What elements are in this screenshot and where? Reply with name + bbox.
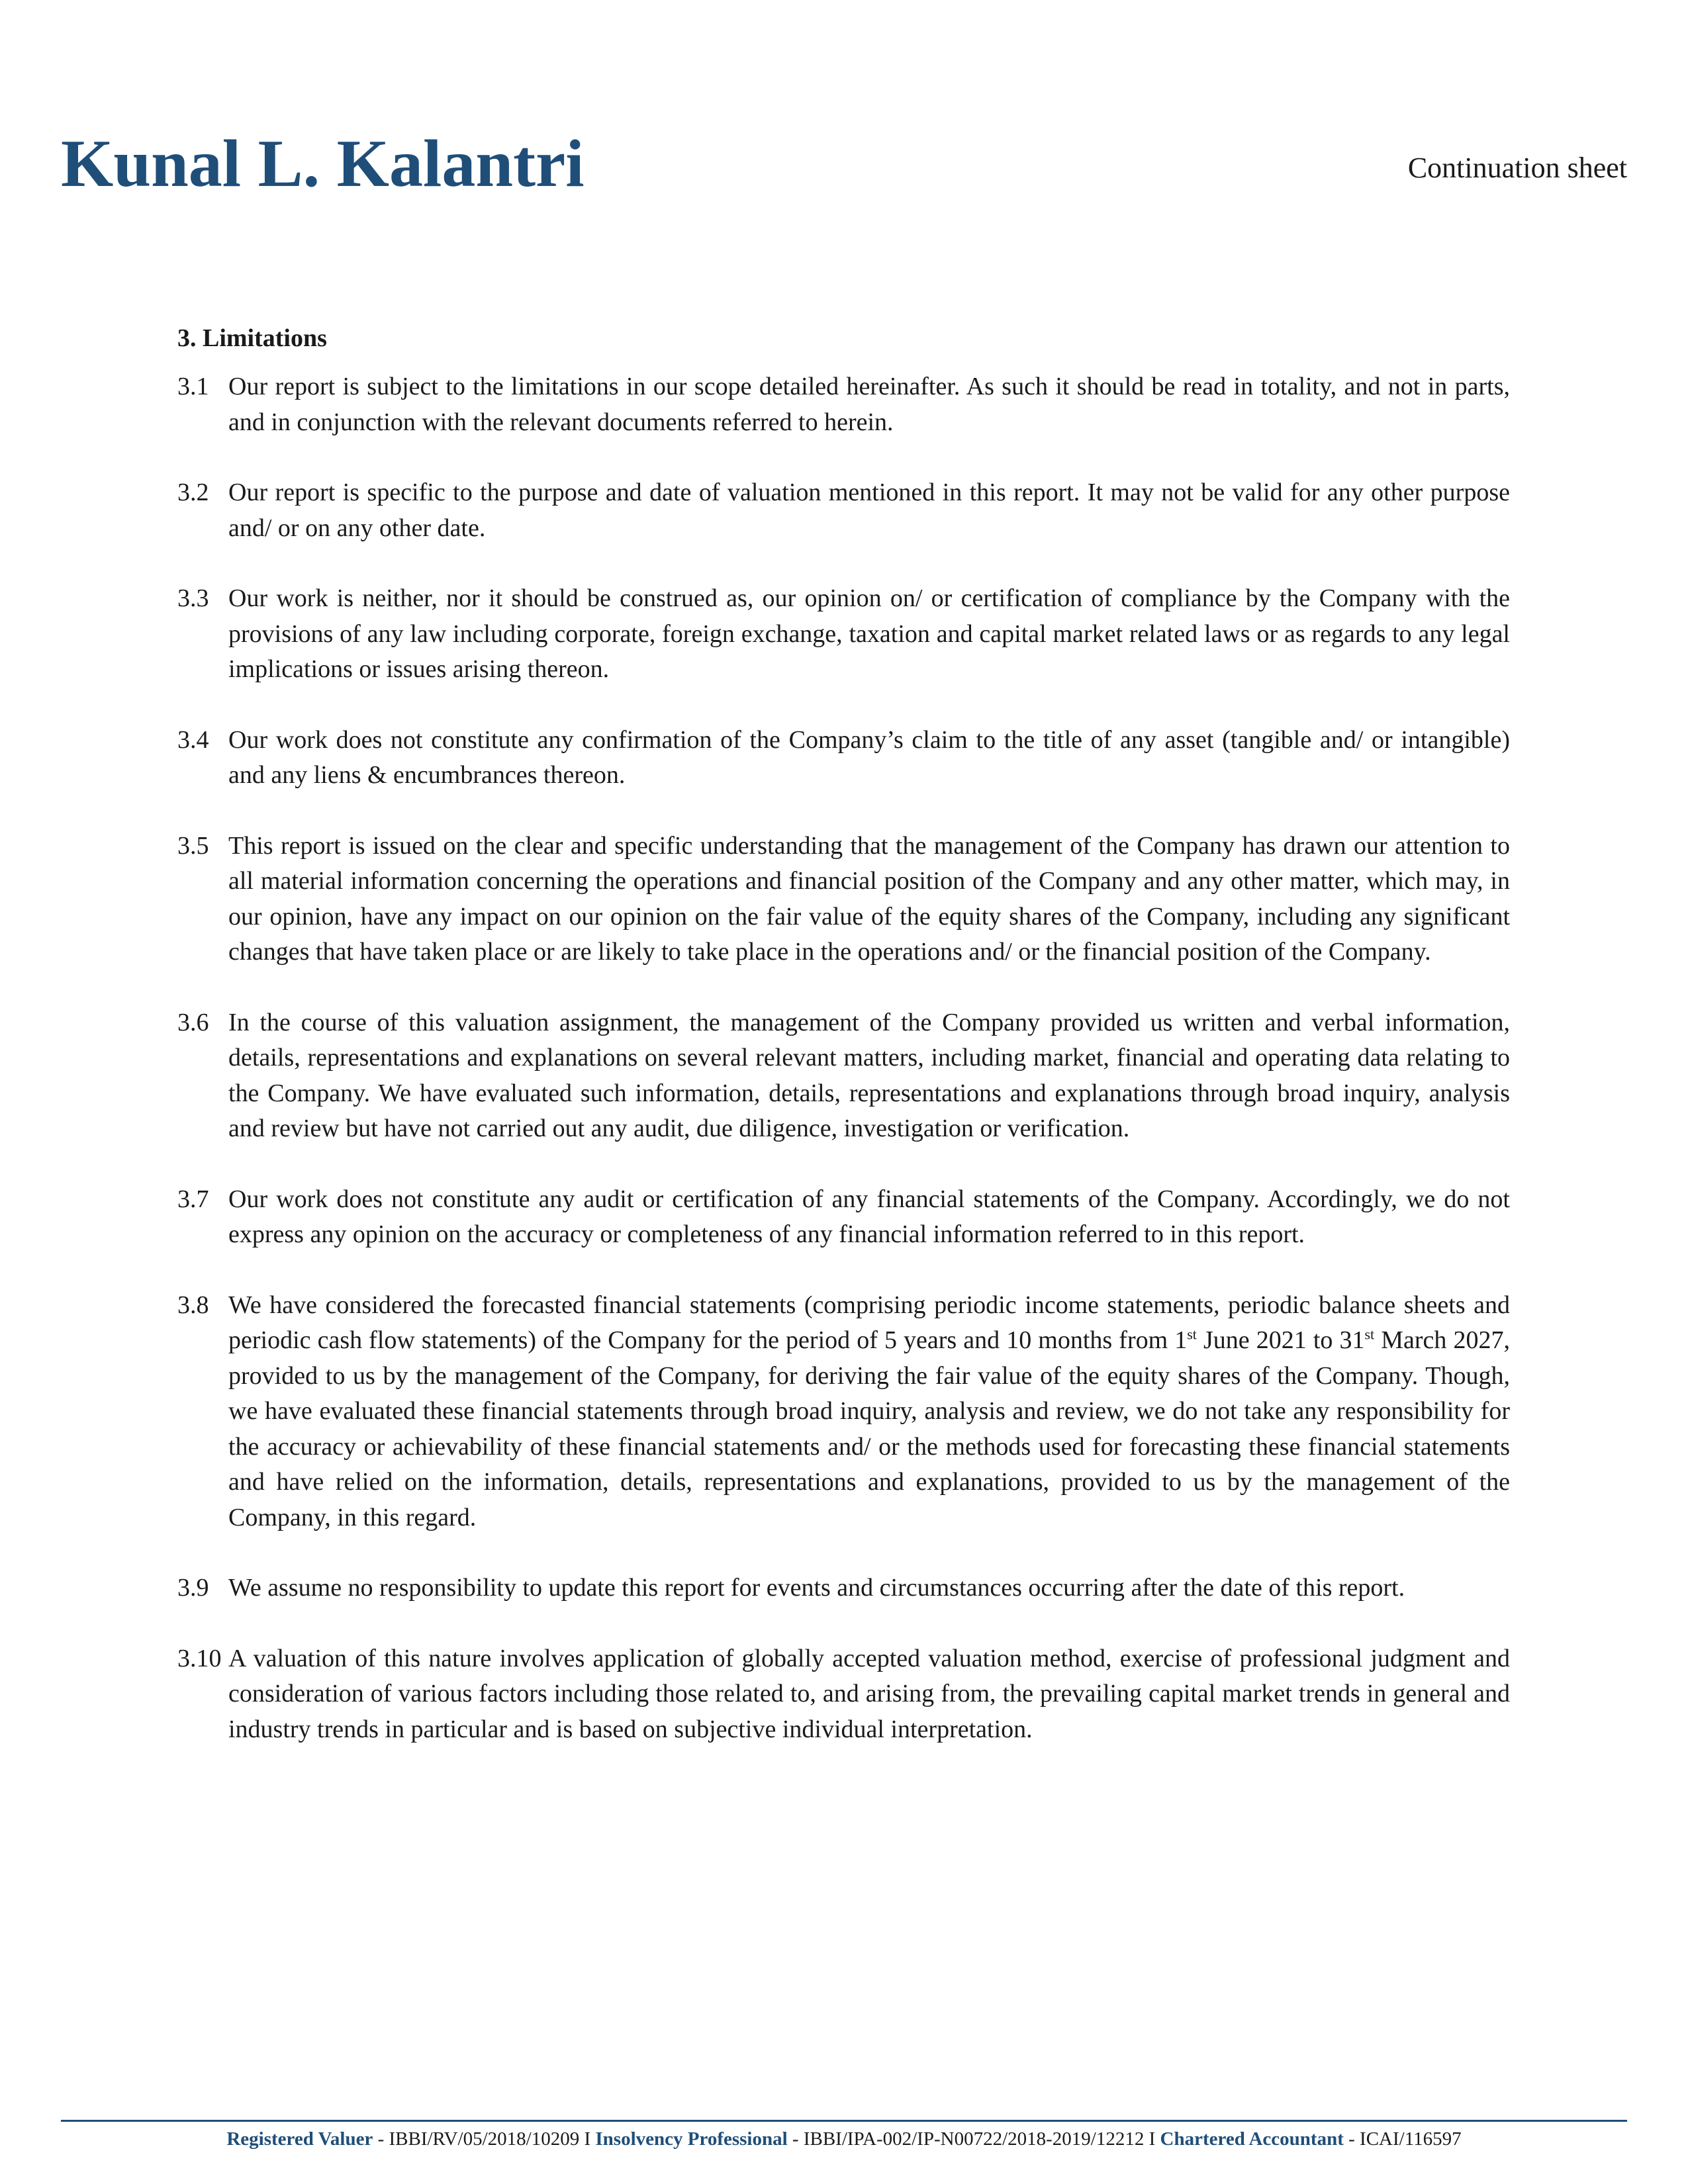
letterhead-name: Kunal L. Kalantri <box>61 126 585 201</box>
footer-separator: - <box>373 2128 389 2150</box>
clause-text: We assume no responsibility to update this report for events and circumstances occurring after the date of this report. <box>228 1574 1405 1602</box>
clause-text: Our work does not constitute any audit or certification of any financial statements of the Company. Accordingly, we do not express any opinion on the accuracy or completeness of any financial information referred to in this report. <box>228 1185 1510 1248</box>
clause-3-7 <box>177 1182 1510 1253</box>
clause-text <box>228 1288 1510 1536</box>
footer-separator: - <box>1343 2128 1360 2150</box>
clause-number: 3.5 <box>177 831 209 860</box>
clause-number: 3.7 <box>177 1185 209 1213</box>
clause-3-4 <box>177 723 1510 794</box>
footer-bar: I <box>579 2128 596 2150</box>
clause-3-6 <box>177 1005 1510 1147</box>
clause-number: 3.8 <box>177 1291 209 1319</box>
clause-3-3 <box>177 581 1510 688</box>
clause-3-9 <box>177 1570 1510 1606</box>
footer-bar: I <box>1144 2128 1160 2150</box>
clause-number: 3.4 <box>177 725 209 754</box>
clause-number: 3.10 <box>177 1644 222 1672</box>
clause-3-10 <box>177 1641 1510 1748</box>
ordinal-suffix: st <box>1364 1326 1375 1343</box>
clause-3-2 <box>177 475 1510 546</box>
footer-separator: - <box>787 2128 804 2150</box>
footer-registration-ip: IBBI/IPA-002/IP-N00722/2018-2019/12212 <box>803 2128 1145 2150</box>
clause-text-part: March 2027, provided to us by the management of the Company, for deriving the fair value of the equity shares of the Company. Though, we have evaluated these financial statements through broad inquiry, analysis and review, we do not take any responsibility for the accuracy or achievability of these financial statements and/ or the methods used for forecasting these financial statements and have relied on the information, details, representations and explanations, provided to us by the management of the Company, in this regard. <box>228 1326 1510 1531</box>
footer-credentials <box>61 2126 1627 2152</box>
footer-role-insolvency-professional: Insolvency Professional <box>595 2128 788 2150</box>
clause-3-1 <box>177 369 1510 440</box>
clause-text-part: We have considered the forecasted financial statements (comprising periodic income statements, periodic balance sheets and periodic cash flow statements) of the Company for the period of 5 years and 10 months from 1 <box>228 1291 1510 1354</box>
clause-3-8 <box>177 1288 1510 1536</box>
clause-number: 3.6 <box>177 1008 209 1036</box>
clause-text: A valuation of this nature involves application of globally accepted valuation method, exercise of professional judgment and consideration of various factors including those related to, and arising from, the prevailing capital market trends in general and industry trends in particular and is based on subjective individual interpretation. <box>228 1644 1510 1743</box>
clause-text: Our work does not constitute any confirmation of the Company’s claim to the title of any asset (tangible and/ or intangible) and any liens & encumbrances thereon. <box>228 725 1510 789</box>
clause-text: Our report is specific to the purpose and date of valuation mentioned in this report. It may not be valid for any other purpose and/ or on any other date. <box>228 478 1510 542</box>
footer-registration-rv: IBBI/RV/05/2018/10209 <box>389 2128 580 2150</box>
footer-registration-icai: ICAI/116597 <box>1360 2128 1462 2150</box>
clause-number: 3.3 <box>177 584 209 612</box>
ordinal-suffix: st <box>1187 1326 1197 1343</box>
clause-3-5 <box>177 829 1510 970</box>
clause-number: 3.9 <box>177 1574 209 1602</box>
section-heading: 3. Limitations <box>177 324 327 352</box>
continuation-sheet-label: Continuation sheet <box>1407 152 1627 184</box>
footer-role-chartered-accountant: Chartered Accountant <box>1160 2128 1344 2150</box>
clause-text: Our report is subject to the limitations in our scope detailed hereinafter. As such it should be read in totality, and not in parts, and in conjunction with the relevant documents referred to herein. <box>228 373 1510 436</box>
clause-text: Our work is neither, nor it should be construed as, our opinion on/ or certification of compliance by the Company with the provisions of any law including corporate, foreign exchange, taxation and capital market related laws or as regards to any legal implications or issues arising thereon. <box>228 584 1510 683</box>
clause-text: This report is issued on the clear and specific understanding that the management of the Company has drawn our attention to all material information concerning the operations and financial position of the Company and any other matter, which may, in our opinion, have any impact on our opinion on the fair value of the equity shares of the Company, including any significant changes that have taken place or are likely to take place in the operations and/ or the financial position of the Company. <box>228 831 1510 966</box>
clause-number: 3.2 <box>177 478 209 506</box>
clause-number: 3.1 <box>177 373 209 400</box>
document-body <box>177 320 1510 1782</box>
footer-divider <box>61 2120 1627 2122</box>
footer-role-registered-valuer: Registered Valuer <box>226 2128 373 2150</box>
clause-text-part: June 2021 to 31 <box>1196 1326 1365 1354</box>
clause-text: In the course of this valuation assignment, the management of the Company provided us written and verbal information, details, representations and explanations on several relevant matters, including market, financial and operating data relating to the Company. We have evaluated such information, details, representations and explanations through broad inquiry, analysis and review but have not carried out any audit, due diligence, investigation or verification. <box>228 1008 1510 1142</box>
